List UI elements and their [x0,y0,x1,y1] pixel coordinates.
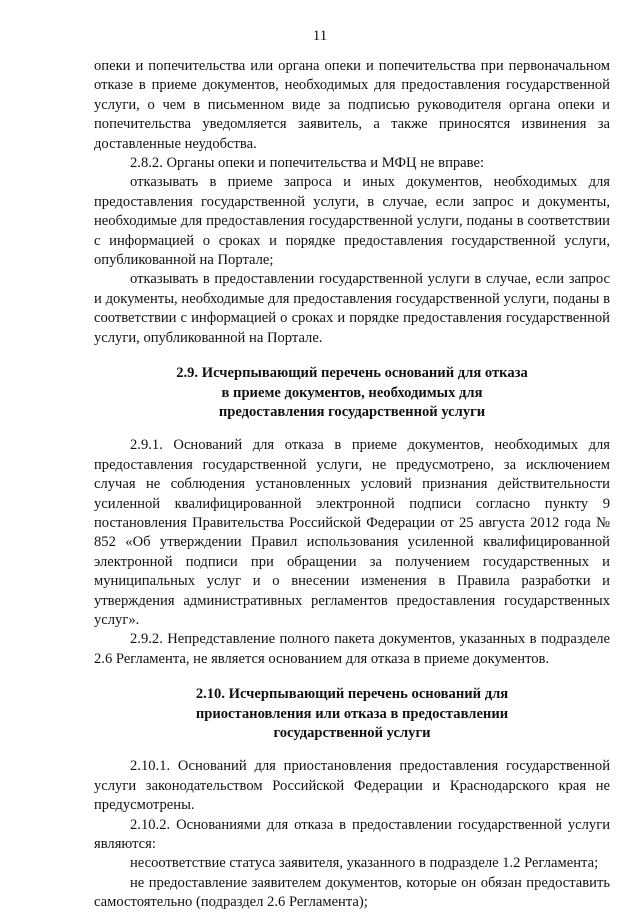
page-number: 11 [312,28,328,44]
paragraph: не предоставление заявителем документов, которые он обязан предоставить самостоятельно (подраздел 2.6 Регламента); [94,874,610,911]
section-heading-line: государственной услуги [273,725,431,741]
paragraph: 2.10.1. Оснований для приостановления предоставления государственной услуги законодательством Российской Федерации и Краснодарского края не предусмотрены. [94,758,610,814]
section-heading [94,685,610,743]
paragraph: несоответствие статуса заявителя, указанного в подразделе 1.2 Регламента; [130,855,599,872]
paragraph: 2.8.2. Органы опеки и попечительства и МФЦ не вправе: [130,155,484,172]
paragraph: 2.9.2. Непредставление полного пакета документов, указанных в подразделе 2.6 Регламента, не является основанием для отказа в приеме документов. [94,631,610,667]
section-heading-line: в приеме документов, необходимых для [221,384,483,401]
section-heading-line: приостановления или отказа в предоставлении [195,705,509,722]
section-heading-line: 2.10. Исчерпывающий перечень оснований для [195,686,509,703]
paragraph: отказывать в предоставлении государственной услуги в случае, если запрос и документы, необходимые для предоставления государственной услуги, поданы в соответствии с информацией о сроках и порядке предоставления государственной услуги, опубликованной на Портале. [94,271,610,346]
paragraph: отказывать в приеме запроса и иных документов, необходимых для предоставления государственной услуги, в случае, если запрос и документы, необходимые для предоставления государственной услуги, поданы в соответствии с информацией о сроках и порядке предоставления государственной услуги, опубликованной на Портале; [94,174,610,269]
paragraph: опеки и попечительства или органа опеки и попечительства при первоначальном отказе в приеме документов, необходимых для предоставления государственной услуги, о чем в письменном виде за подписью руководителя органа опеки и попечительства уведомляется заявитель, а также приносятся извинения за доставленные неудобства. [94,58,610,152]
section-heading [94,364,610,422]
document-body [94,57,610,913]
paragraph: 2.9.1. Оснований для отказа в приеме документов, необходимых для предоставления государственной услуги, не предусмотрено, за исключением случая не соблюдения установленных условий признания действительности усиленной квалифицированной электронной подписи согласно пункту 9 постановления Правительства Российской Федерации от 25 августа 2012 года № 852 «Об утверждении Правил использования усиленной квалифицированной электронной подписи при обращении за получением государственных и муниципальных услуг и о внесении изменения в Правила разработки и утверждения административных регламентов предоставления государственных услуг». [94,437,610,628]
section-heading-line: 2.9. Исчерпывающий перечень оснований для отказа [176,365,528,382]
section-heading-line: предоставления государственной услуги [218,403,486,420]
paragraph: 2.10.2. Основаниями для отказа в предоставлении государственной услуги являются: [94,816,610,853]
